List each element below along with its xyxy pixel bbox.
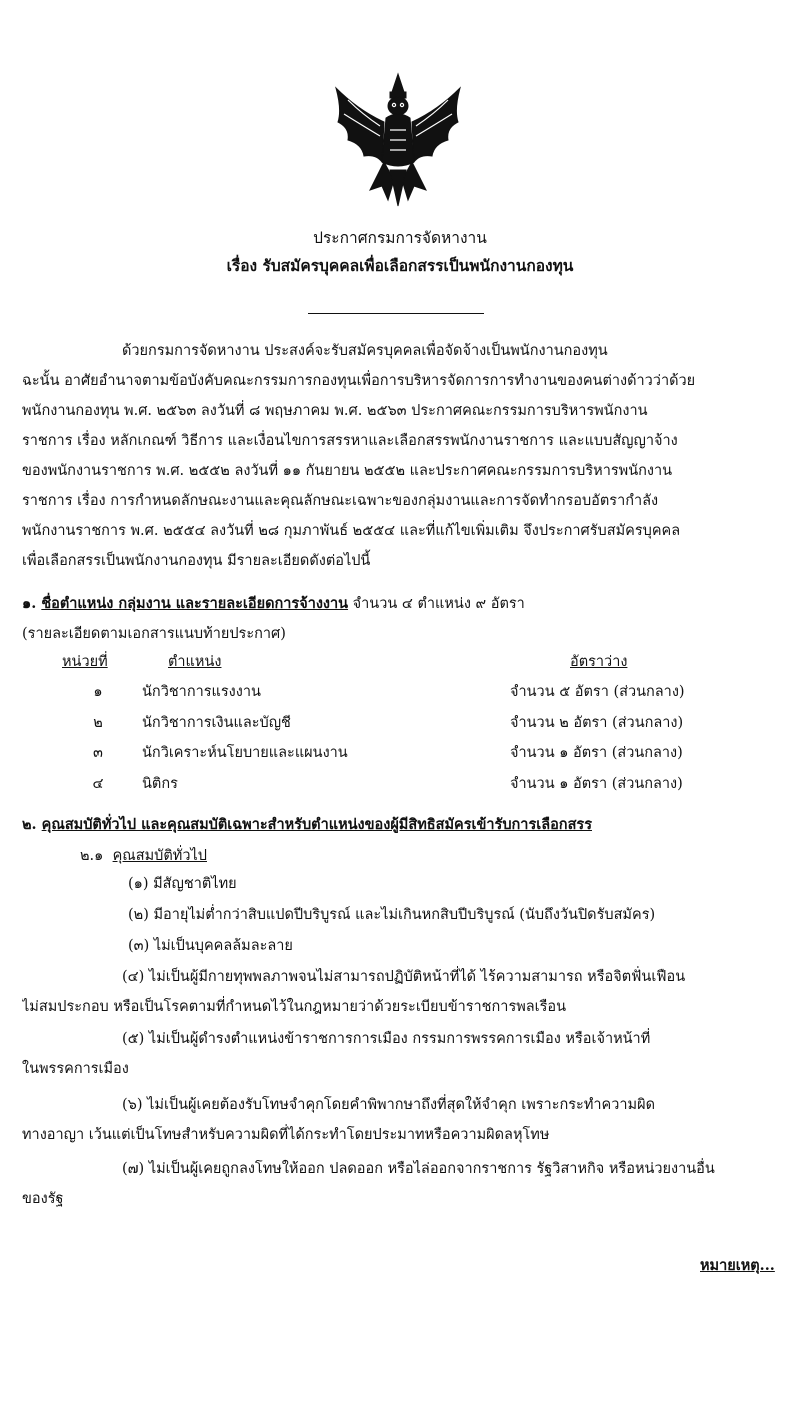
section1-title: ชื่อตำแหน่ง กลุ่มงาน และรายละเอียดการจ้างงาน — [41, 595, 349, 612]
intro-line: ด้วยกรมการจัดหางาน ประสงค์จะรับสมัครบุคคลเพื่อจัดจ้างเป็นพนักงานกองทุน — [122, 343, 608, 359]
col-header-vacancy: อัตราว่าง — [570, 654, 628, 670]
intro-line: ราชการ เรื่อง การกำหนดลักษณะงานและคุณลักษณะเฉพาะของกลุ่มงานและการจัดทำกรอบอัตรากำลัง — [22, 493, 659, 509]
title-divider — [308, 313, 484, 314]
row-number: ๒ — [93, 715, 103, 731]
intro-line: ของพนักงานราชการ พ.ศ. ๒๕๕๒ ลงวันที่ ๑๑ กันยายน ๒๕๕๒ และประกาศคณะกรรมการบริหารพนักงาน — [22, 463, 673, 479]
intro-line: เพื่อเลือกสรรเป็นพนักงานกองทุน มีรายละเอียดดังต่อไปนี้ — [22, 553, 371, 569]
section1-summary: จำนวน ๔ ตำแหน่ง ๙ อัตรา — [348, 596, 525, 612]
qualification-item: (๓) ไม่เป็นบุคคลล้มละลาย — [128, 938, 293, 954]
row-position: นักวิชาการเงินและบัญชี — [142, 715, 291, 731]
qualification-item: (๕) ไม่เป็นผู้ดำรงตำแหน่งข้าราชการการเมือง กรรมการพรรคการเมือง หรือเจ้าหน้าที่ ในพรรคการเมือง — [22, 1031, 651, 1077]
row-position: นักวิชาการแรงงาน — [142, 684, 261, 700]
intro-line: พนักงานกองทุน พ.ศ. ๒๕๖๓ ลงวันที่ ๘ พฤษภาคม พ.ศ. ๒๕๖๓ ประกาศคณะกรรมการบริหารพนักงาน — [22, 403, 648, 419]
row-vacancy: จำนวน ๕ อัตรา (ส่วนกลาง) — [510, 684, 685, 700]
garuda-emblem-icon — [328, 70, 468, 210]
continued-marker: หมายเหตุ... — [700, 1257, 775, 1274]
section2-number: ๒. — [22, 816, 37, 833]
section1-number: ๑. — [22, 595, 37, 612]
section1-heading — [22, 592, 525, 616]
row-number: ๑ — [93, 684, 103, 700]
section2-heading — [22, 813, 592, 837]
row-vacancy: จำนวน ๑ อัตรา (ส่วนกลาง) — [510, 776, 683, 792]
qualification-item: (๑) มีสัญชาติไทย — [128, 876, 237, 892]
section1-note: (รายละเอียดตามเอกสารแนบท้ายประกาศ) — [22, 626, 286, 642]
announcement-subject: เรื่อง รับสมัครบุคคลเพื่อเลือกสรรเป็นพนักงานกองทุน — [226, 256, 574, 275]
subsection-heading — [80, 844, 207, 868]
row-position: นิติกร — [142, 776, 178, 792]
qualification-item: (๖) ไม่เป็นผู้เคยต้องรับโทษจำคุกโดยคำพิพากษาถึงที่สุดให้จำคุก เพราะกระทำความผิด ทางอาญา เว้นแต่เป็นโทษสำหรับความผิดที่ได้กระทำโดยประมาทหรือความผิดลหุโทษ — [22, 1097, 655, 1143]
subsection-title: คุณสมบัติทั่วไป — [112, 848, 207, 864]
col-header-position: ตำแหน่ง — [168, 654, 222, 670]
qualification-item: (๔) ไม่เป็นผู้มีกายทุพพลภาพจนไม่สามารถปฏิบัติหน้าที่ได้ ไร้ความสามารถ หรือจิตฟั่นเฟือน ไม่สมประกอบ หรือเป็นโรคตามที่กำหนดไว้ในกฎหมายว่าด้วยระเบียบข้าราชการพลเรือน — [22, 969, 686, 1015]
announcement-title: ประกาศกรมการจัดหางาน — [313, 229, 487, 247]
qualification-item: (๗) ไม่เป็นผู้เคยถูกลงโทษให้ออก ปลดออก หรือไล่ออกจากราชการ รัฐวิสาหกิจ หรือหน่วยงานอื่น ของรัฐ — [22, 1161, 715, 1207]
row-number: ๔ — [92, 776, 104, 792]
intro-line: ราชการ เรื่อง หลักเกณฑ์ วิธีการ และเงื่อนไขการสรรหาและเลือกสรรพนักงานราชการ และแบบสัญญาจ้าง — [22, 433, 678, 449]
intro-line: ฉะนั้น อาศัยอำนาจตามข้อบังคับคณะกรรมการกองทุนเพื่อการบริหารจัดการการทำงานของคนต่างด้าวว่าด้วย — [22, 373, 696, 389]
row-vacancy: จำนวน ๒ อัตรา (ส่วนกลาง) — [510, 715, 684, 731]
intro-paragraph — [22, 336, 792, 576]
row-number: ๓ — [93, 745, 103, 761]
col-header-unit: หน่วยที่ — [62, 654, 108, 670]
row-position: นักวิเคราะห์นโยบายและแผนงาน — [142, 745, 348, 761]
intro-line: พนักงานราชการ พ.ศ. ๒๕๕๔ ลงวันที่ ๒๘ กุมภาพันธ์ ๒๕๕๔ และที่แก้ไขเพิ่มเติม จึงประกาศรับสมัครบุคคล — [22, 523, 681, 539]
section2-title: คุณสมบัติทั่วไป และคุณสมบัติเฉพาะสำหรับตำแหน่งของผู้มีสิทธิสมัครเข้ารับการเลือกสรร — [41, 816, 592, 833]
subsection-number: ๒.๑ — [80, 848, 104, 864]
qualification-item: (๒) มีอายุไม่ต่ำกว่าสิบแปดปีบริบูรณ์ และไม่เกินหกสิบปีบริบูรณ์ (นับถึงวันปิดรับสมัคร) — [128, 907, 656, 923]
row-vacancy: จำนวน ๑ อัตรา (ส่วนกลาง) — [510, 745, 683, 761]
